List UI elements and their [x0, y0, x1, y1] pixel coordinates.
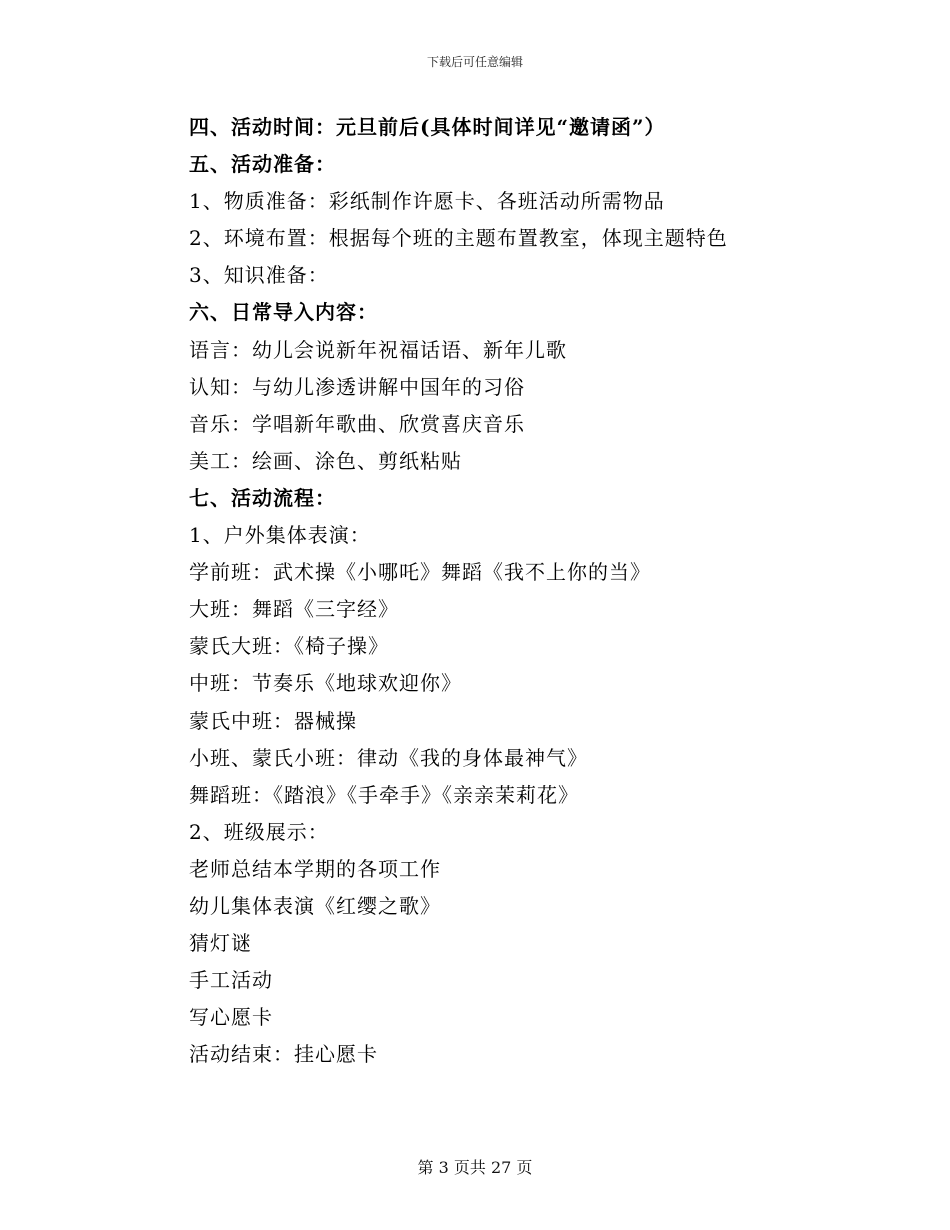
- text-line: 认知：与幼儿渗透讲解中国年的习俗: [189, 374, 525, 399]
- section-heading: 六、日常导入内容：: [189, 300, 378, 325]
- text-line: 猜灯谜: [189, 931, 252, 956]
- text-line: 幼儿集体表演《红缨之歌》: [189, 893, 441, 918]
- text-line: 音乐：学唱新年歌曲、欣赏喜庆音乐: [189, 411, 525, 436]
- text-line: 蒙氏中班：器械操: [189, 708, 357, 733]
- text-line: 3、知识准备：: [189, 263, 329, 288]
- text-line: 小班、蒙氏小班：律动《我的身体最神气》: [189, 745, 588, 770]
- text-line: 手工活动: [189, 968, 273, 993]
- text-line: 中班：节奏乐《地球欢迎你》: [189, 671, 462, 696]
- section-heading: 四、活动时间：元旦前后(具体时间详见“邀请函”）: [189, 115, 666, 139]
- text-line: 美工：绘画、涂色、剪纸粘贴: [189, 448, 462, 473]
- section-heading: 七、活动流程：: [189, 485, 336, 510]
- text-line: 大班：舞蹈《三字经》: [189, 597, 399, 622]
- text-line: 学前班：武术操《小哪吒》舞蹈《我不上你的当》: [189, 560, 651, 585]
- section-heading: 五、活动准备：: [189, 152, 336, 177]
- text-line: 1、户外集体表演：: [189, 523, 371, 548]
- text-line: 2、环境布置：根据每个班的主题布置教室，体现主题特色: [189, 226, 728, 251]
- text-line: 语言：幼儿会说新年祝福话语、新年儿歌: [189, 337, 567, 362]
- page-header: 下载后可任意编辑: [426, 55, 523, 69]
- text-line: 舞蹈班：《踏浪》《手牵手》《亲亲茉莉花》: [189, 782, 579, 807]
- text-line: 活动结束：挂心愿卡: [189, 1042, 378, 1067]
- text-line: 写心愿卡: [189, 1005, 273, 1030]
- text-line: 蒙氏大班：《椅子操》: [189, 634, 389, 659]
- text-line: 1、物质准备：彩纸制作许愿卡、各班活动所需物品: [189, 189, 665, 214]
- text-line: 2、班级展示：: [189, 819, 329, 844]
- text-line: 老师总结本学期的各项工作: [189, 856, 441, 881]
- page-footer: 第 3 页共 27 页: [417, 1158, 533, 1177]
- document-body: [189, 109, 889, 1073]
